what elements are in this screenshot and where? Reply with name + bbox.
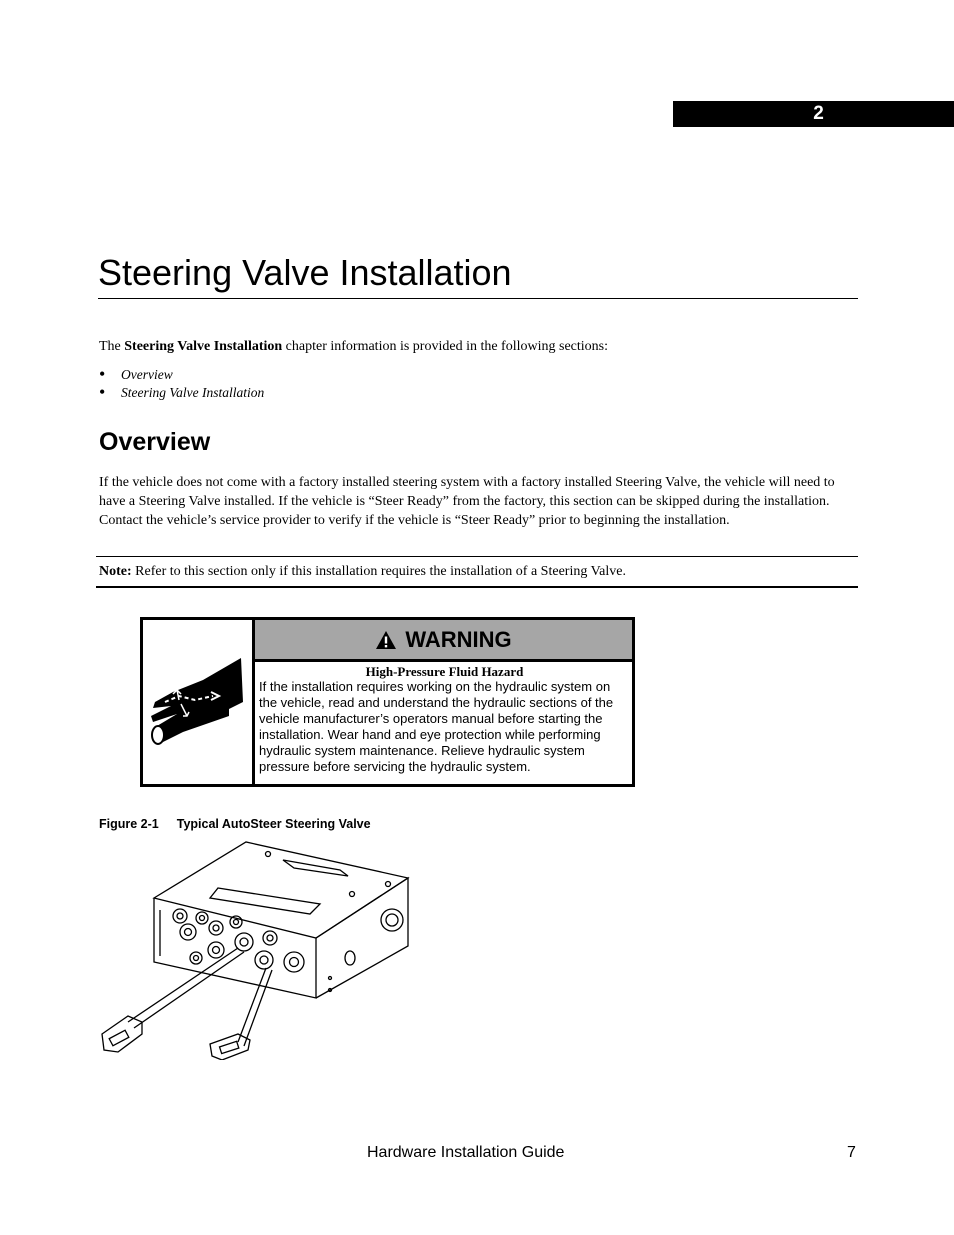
note-text: Refer to this section only if this installation requires the installation of a Steering Valve. (131, 564, 626, 579)
figure-number: Figure 2-1 (99, 817, 159, 831)
sections-list (99, 364, 265, 403)
figure-title: Typical AutoSteer Steering Valve (176, 817, 371, 831)
list-item-label: Steering Valve Installation (121, 385, 265, 400)
overview-paragraph: If the vehicle does not come with a factory installed steering system with a factory installed Steering Valve, the vehicle will need to have a Steering Valve installed. If the vehicle is “Steer Ready” from the factory, this section can be skipped during the installation. Contact the vehicle’s service provider to verify if the vehicle is “Steer Ready” prior to beginning the installation. (99, 475, 835, 528)
page-number: 7 (847, 1144, 856, 1161)
list-item (99, 364, 264, 385)
figure-caption (99, 817, 371, 831)
list-item-label: Overview (121, 367, 173, 382)
intro-bold: Steering Valve Installation (124, 339, 283, 354)
note-label: Note: (99, 564, 132, 579)
list-item (99, 382, 265, 403)
intro-prefix: The (99, 339, 125, 354)
bullet-icon: • (99, 382, 106, 402)
warning-banner (255, 620, 632, 662)
warning-label: WARNING (405, 626, 512, 652)
high-pressure-hand-icon (143, 620, 249, 784)
overview-heading: Overview (99, 428, 211, 456)
warning-box (140, 617, 635, 787)
chapter-number-tab (673, 101, 954, 127)
steering-valve-illustration (98, 838, 418, 1060)
intro-suffix: chapter information is provided in the following sections: (282, 339, 608, 354)
warning-body (255, 620, 632, 784)
chapter-title: Steering Valve Installation (98, 252, 858, 299)
note-box (96, 556, 858, 588)
chapter-number: 2 (813, 103, 824, 124)
hazard-title: High-Pressure Fluid Hazard (365, 664, 524, 679)
intro-paragraph (99, 339, 608, 355)
hazard-text: If the installation requires working on the hydraulic system on the vehicle, read and understand the hydraulic sections of the vehicle manufacturer’s operators manual before starting the installation. Wear hand and eye protection while performing hydraulic system maintenance. Relieve hydraulic system pressure before servicing the hydraulic system. (259, 679, 614, 774)
warning-content (255, 662, 632, 775)
warning-triangle-icon (375, 630, 397, 650)
bullet-icon: • (99, 364, 106, 384)
footer-title: Hardware Installation Guide (367, 1144, 565, 1161)
hazard-icon-cell (143, 620, 255, 784)
